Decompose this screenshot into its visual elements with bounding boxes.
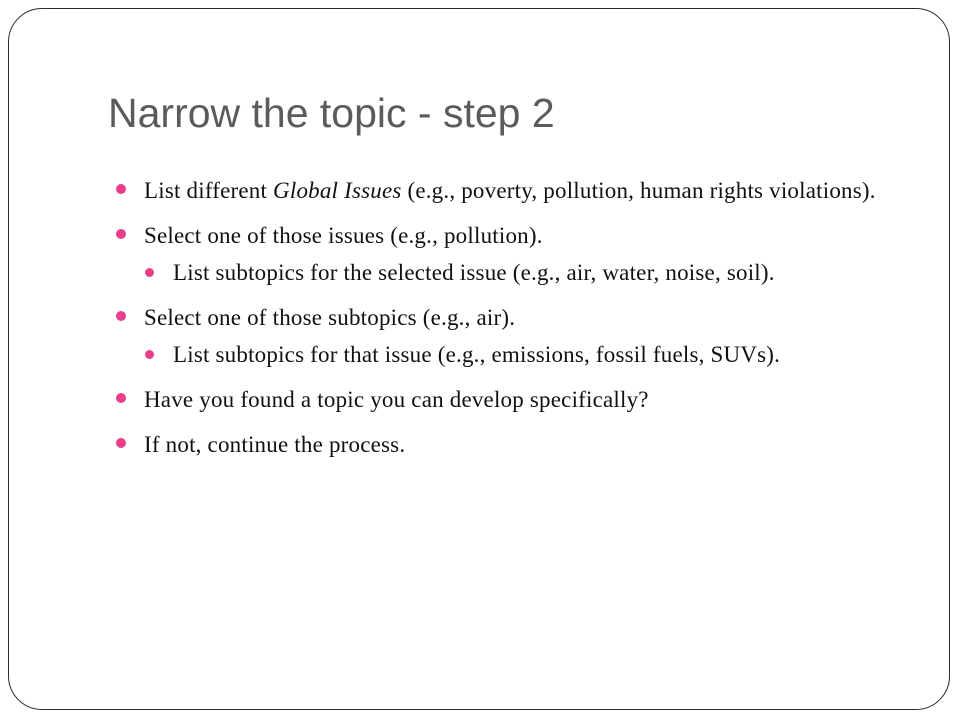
bullet-text-italic: Global Issues: [273, 178, 402, 203]
bullet-dot-icon: [116, 438, 126, 448]
bullet-text: List subtopics for the selected issue (e.g., air, water, noise, soil).: [173, 260, 775, 285]
bullet-dot-icon: [145, 350, 154, 359]
bullet-text: Select one of those subtopics (e.g., air).: [144, 305, 516, 330]
bullet-text: List subtopics for that issue (e.g., emissions, fossil fuels, SUVs).: [173, 342, 781, 367]
bullet-list-global-issues: [116, 175, 906, 206]
slide-title: Narrow the topic - step 2: [108, 90, 555, 136]
bullet-select-issue: [116, 220, 906, 251]
bullet-dot-icon: [116, 229, 126, 239]
bullet-dot-icon: [145, 268, 154, 277]
bullet-text: Have you found a topic you can develop specifically?: [144, 387, 649, 412]
sub-bullet-list-issue-subtopics: [145, 339, 906, 370]
bullet-text: (e.g., poverty, pollution, human rights violations).: [401, 178, 876, 203]
bullet-text: Select one of those issues (e.g., pollution).: [144, 223, 543, 248]
bullet-found-topic: [116, 384, 906, 415]
bullet-text: If not, continue the process.: [144, 432, 406, 457]
bullet-dot-icon: [116, 393, 126, 403]
bullet-dot-icon: [116, 311, 126, 321]
bullet-select-subtopic: [116, 302, 906, 333]
bullet-continue: [116, 429, 906, 460]
bullet-text: List different: [144, 178, 274, 203]
sub-bullet-list-subtopics: [145, 257, 906, 288]
bullet-dot-icon: [116, 184, 126, 194]
bullet-list: [116, 175, 906, 474]
